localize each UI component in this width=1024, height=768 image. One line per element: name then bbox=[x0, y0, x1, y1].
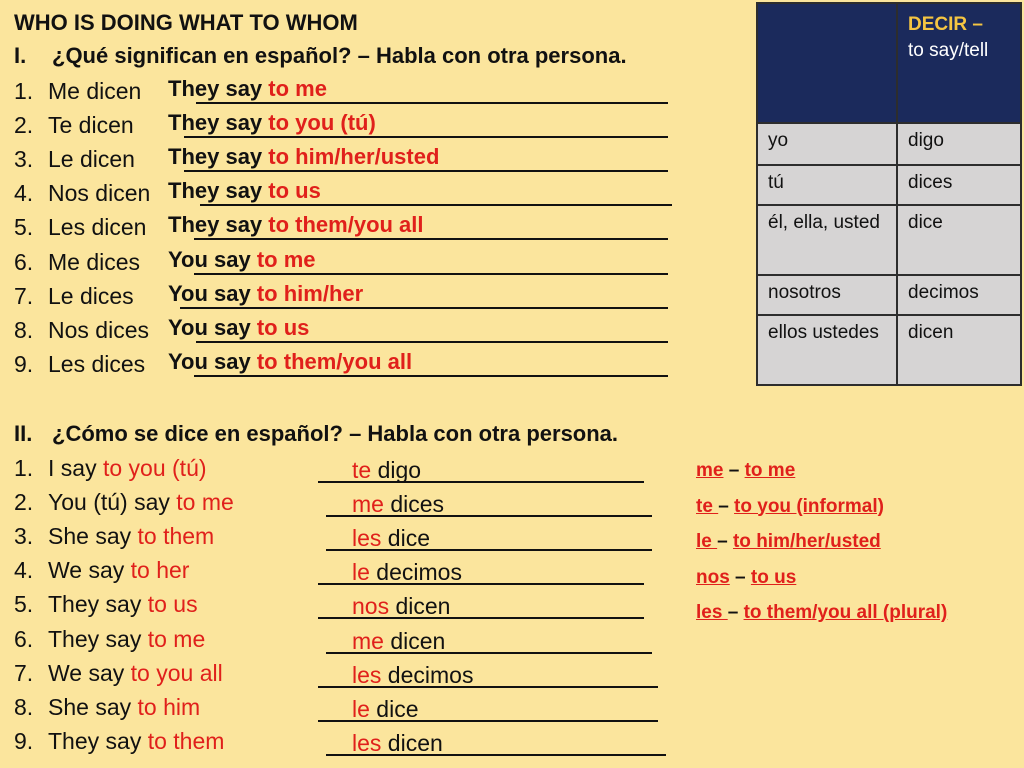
item-number: 2. bbox=[14, 112, 34, 139]
section1-roman: I. bbox=[14, 43, 27, 68]
legend-item bbox=[696, 567, 796, 589]
answer-subject: They say bbox=[168, 212, 269, 238]
answer-object: to you (tú) bbox=[268, 110, 376, 136]
item-answer bbox=[352, 559, 462, 586]
item-number: 9. bbox=[14, 350, 34, 377]
item-prompt: Me dices bbox=[48, 248, 141, 275]
answer-subject: You say bbox=[168, 348, 257, 374]
item-answer bbox=[352, 696, 419, 723]
legend-dash: – bbox=[729, 566, 751, 588]
answer-object: to him/her bbox=[256, 280, 364, 306]
table-form-cell: digo bbox=[897, 123, 1021, 165]
item-number: 4. bbox=[14, 557, 34, 584]
answer-subject: They say bbox=[168, 144, 269, 170]
item-object: to you all bbox=[130, 659, 223, 686]
section1-item bbox=[14, 78, 141, 108]
legend-pronoun: nos bbox=[696, 566, 730, 588]
table-pronoun-cell: nosotros bbox=[757, 275, 897, 315]
answer-pronoun: me bbox=[352, 627, 384, 654]
answer-subject: They say bbox=[168, 178, 269, 204]
table-form-cell: dice bbox=[897, 205, 1021, 275]
item-answer bbox=[168, 281, 363, 307]
item-subject: They say bbox=[48, 727, 148, 754]
table-row bbox=[757, 165, 1021, 205]
item-prompt: Nos dicen bbox=[48, 180, 151, 207]
item-number: 1. bbox=[14, 455, 34, 481]
legend-pronoun: le bbox=[696, 531, 718, 552]
item-subject: We say bbox=[48, 557, 131, 584]
answer-subject: They say bbox=[168, 76, 269, 101]
answer-object: to him/her/usted bbox=[268, 144, 440, 170]
item-object: to them bbox=[147, 727, 225, 754]
legend-item bbox=[696, 531, 881, 553]
item-object: to us bbox=[147, 591, 198, 618]
item-answer bbox=[352, 628, 445, 655]
verb-title: DECIR – bbox=[908, 14, 983, 35]
item-object: to her bbox=[130, 557, 190, 584]
legend-meaning: to him/her/usted bbox=[732, 531, 881, 552]
answer-object: to me bbox=[268, 76, 327, 101]
table-pronoun-cell: tú bbox=[757, 165, 897, 205]
legend-dash: – bbox=[718, 495, 735, 517]
item-prompt: Te dicen bbox=[48, 112, 134, 139]
section1-heading bbox=[14, 43, 627, 69]
answer-subject: You say bbox=[168, 314, 257, 340]
item-subject: We say bbox=[48, 659, 131, 686]
legend-item bbox=[696, 460, 795, 482]
section2-item bbox=[14, 557, 189, 587]
item-subject: They say bbox=[48, 625, 148, 652]
item-number: 9. bbox=[14, 727, 34, 754]
section2-item bbox=[14, 660, 223, 690]
item-number: 6. bbox=[14, 248, 34, 275]
answer-verb: decimos bbox=[381, 661, 474, 688]
legend-pronoun: te bbox=[696, 495, 719, 517]
item-prompt: Les dicen bbox=[48, 214, 147, 241]
decir-conjugation-table bbox=[756, 2, 1022, 386]
item-number: 5. bbox=[14, 591, 34, 618]
item-answer bbox=[168, 178, 321, 204]
item-object: to me bbox=[176, 489, 234, 516]
answer-verb: dicen bbox=[389, 593, 451, 620]
answer-pronoun: les bbox=[352, 525, 382, 552]
section2-item bbox=[14, 489, 234, 519]
section2-roman: II. bbox=[14, 421, 33, 446]
item-answer bbox=[352, 593, 450, 620]
table-header-empty bbox=[757, 3, 897, 123]
item-number: 6. bbox=[14, 625, 34, 652]
item-number: 5. bbox=[14, 214, 34, 241]
answer-pronoun: te bbox=[352, 457, 372, 483]
item-number: 3. bbox=[14, 523, 34, 550]
table-form-cell: decimos bbox=[897, 275, 1021, 315]
page-title: WHO IS DOING WHAT TO WHOM bbox=[14, 10, 358, 35]
table-header-verb bbox=[897, 3, 1021, 123]
table-row bbox=[757, 205, 1021, 275]
legend-meaning: to me bbox=[744, 460, 796, 481]
item-answer bbox=[168, 212, 424, 238]
section1-item bbox=[14, 317, 149, 347]
table-form-cell: dices bbox=[897, 165, 1021, 205]
item-answer bbox=[352, 662, 473, 689]
legend-meaning: to you (informal) bbox=[734, 495, 884, 517]
section2-item bbox=[14, 591, 198, 621]
answer-object: to me bbox=[256, 246, 316, 272]
answer-subject: You say bbox=[168, 246, 257, 272]
item-answer bbox=[168, 110, 376, 136]
item-number: 7. bbox=[14, 282, 34, 309]
answer-verb: decimos bbox=[369, 559, 462, 586]
legend-item bbox=[696, 496, 884, 518]
answer-verb: dicen bbox=[383, 627, 446, 654]
item-number: 7. bbox=[14, 659, 34, 686]
item-number: 3. bbox=[14, 146, 34, 173]
section2-item bbox=[14, 626, 205, 656]
item-answer bbox=[168, 144, 439, 170]
item-prompt: Me dicen bbox=[48, 78, 142, 104]
item-answer bbox=[168, 349, 412, 375]
item-subject: She say bbox=[48, 693, 138, 720]
item-prompt: Nos dices bbox=[48, 316, 149, 343]
item-prompt: Les dices bbox=[48, 350, 146, 377]
item-answer bbox=[168, 76, 327, 102]
answer-object: to them/you all bbox=[256, 348, 413, 374]
item-subject: I say bbox=[48, 455, 103, 481]
answer-pronoun: les bbox=[352, 729, 382, 756]
section1-item bbox=[14, 283, 134, 313]
item-object: to you (tú) bbox=[102, 455, 207, 481]
legend-meaning: to them/you all (plural) bbox=[743, 602, 948, 623]
item-answer bbox=[168, 247, 316, 273]
item-answer bbox=[352, 491, 444, 518]
section1-item bbox=[14, 112, 134, 142]
table-pronoun-cell: yo bbox=[757, 123, 897, 165]
item-answer bbox=[352, 730, 443, 757]
section2-item bbox=[14, 523, 214, 553]
answer-subject: They say bbox=[168, 110, 269, 136]
item-subject: She say bbox=[48, 523, 138, 550]
section1-item bbox=[14, 214, 146, 244]
item-object: to him bbox=[137, 693, 201, 720]
answer-object: to them/you all bbox=[268, 212, 424, 238]
legend-dash: – bbox=[717, 531, 733, 552]
legend-pronoun: me bbox=[696, 460, 724, 481]
answer-object: to us bbox=[268, 178, 321, 204]
section2-item bbox=[14, 455, 207, 485]
item-object: to them bbox=[137, 523, 215, 550]
table-row bbox=[757, 315, 1021, 385]
answer-subject: You say bbox=[168, 280, 257, 306]
answer-verb: dices bbox=[383, 491, 445, 518]
item-prompt: Le dices bbox=[48, 282, 134, 309]
section1-heading-text: ¿Qué significan en español? – Habla con otra persona. bbox=[52, 43, 627, 68]
item-answer bbox=[352, 525, 430, 552]
answer-pronoun: nos bbox=[352, 593, 390, 620]
item-object: to me bbox=[147, 625, 206, 652]
item-number: 2. bbox=[14, 489, 34, 516]
table-pronoun-cell: ellos ustedes bbox=[757, 315, 897, 385]
answer-verb: dicen bbox=[381, 729, 443, 756]
item-subject: You (tú) say bbox=[48, 489, 177, 516]
section2-heading-text: ¿Cómo se dice en español? – Habla con otra persona. bbox=[52, 421, 619, 446]
legend-meaning: to us bbox=[750, 566, 797, 588]
table-row bbox=[757, 123, 1021, 165]
table-form-cell: dicen bbox=[897, 315, 1021, 385]
item-answer bbox=[352, 457, 421, 484]
legend-pronoun: les bbox=[696, 602, 728, 623]
section2-item bbox=[14, 694, 200, 724]
section2-item bbox=[14, 728, 224, 758]
verb-meaning: to say/tell bbox=[908, 40, 989, 61]
section2-heading bbox=[14, 421, 618, 447]
table-row bbox=[757, 275, 1021, 315]
answer-pronoun: les bbox=[352, 661, 382, 688]
legend-dash: – bbox=[723, 460, 745, 481]
item-answer bbox=[168, 315, 309, 341]
answer-object: to us bbox=[256, 314, 310, 340]
section1-item bbox=[14, 351, 145, 381]
answer-verb: dice bbox=[381, 525, 430, 552]
legend-dash: – bbox=[727, 602, 744, 623]
item-number: 8. bbox=[14, 693, 34, 720]
item-number: 4. bbox=[14, 180, 34, 207]
item-number: 8. bbox=[14, 316, 34, 343]
item-subject: They say bbox=[48, 591, 148, 618]
answer-pronoun: le bbox=[352, 559, 370, 586]
section1-item bbox=[14, 146, 135, 176]
item-number: 1. bbox=[14, 78, 34, 104]
answer-verb: dice bbox=[369, 695, 419, 722]
section1-item bbox=[14, 249, 140, 279]
answer-pronoun: le bbox=[352, 695, 370, 722]
section1-item bbox=[14, 180, 150, 210]
item-prompt: Le dicen bbox=[48, 146, 135, 173]
answer-pronoun: me bbox=[352, 491, 384, 518]
legend-item bbox=[696, 602, 947, 624]
answer-verb: digo bbox=[371, 457, 422, 483]
table-pronoun-cell: él, ella, usted bbox=[757, 205, 897, 275]
